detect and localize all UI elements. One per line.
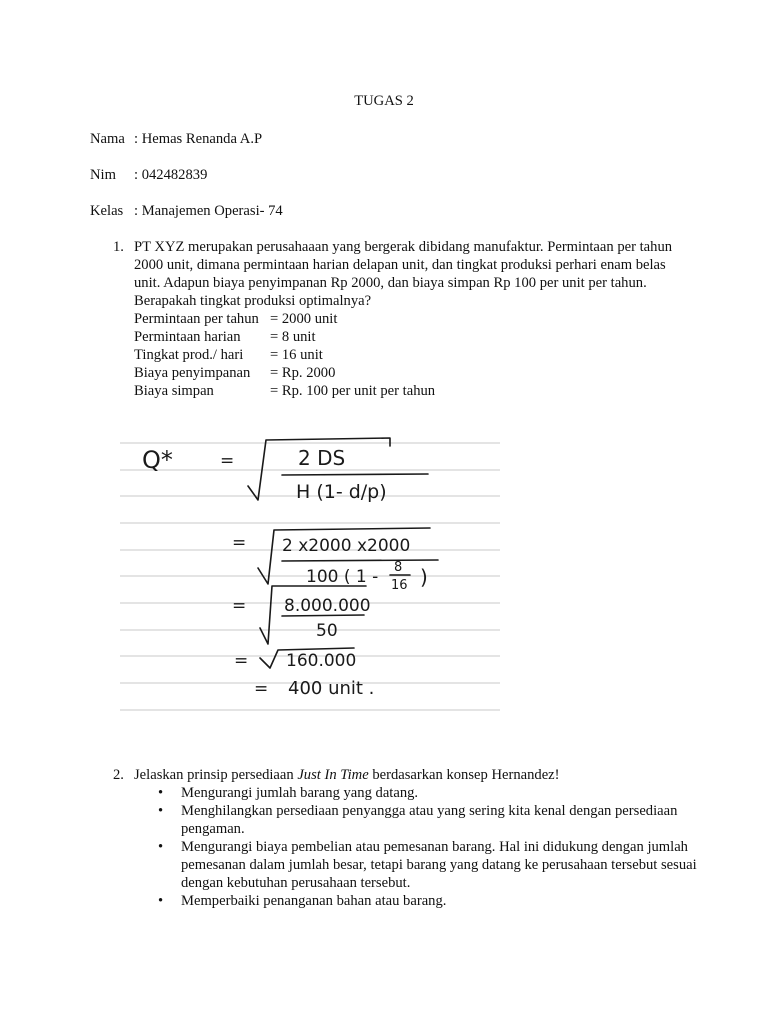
data-value: = Rp. 100 per unit per tahun [270, 383, 436, 399]
handwritten-close-paren: ) [420, 565, 428, 589]
data-term: Permintaan harian [134, 329, 241, 345]
bullet-icon: • [158, 785, 164, 801]
data-value: = 2000 unit [270, 311, 338, 327]
data-term: Permintaan per tahun [134, 311, 259, 327]
question-1-text: PT XYZ merupakan perusahaaan yang bergerak dibidang manufaktur. Permintaan per tahun 2000 unit, dimana permintaan harian delapan unit, dan tingkat produksi perhari enam belas unit. Adapun biaya penyimpanan Rp 2000, dan biaya simpan Rp 100 per unit per tahun. Berapakah tingkat produksi optimalnya? [134, 239, 673, 309]
field-value-nim: : 042482839 [134, 167, 208, 183]
handwritten-equals: = [232, 533, 247, 553]
handwritten-fraction-numerator: 8 [394, 560, 403, 575]
handwritten-f2-denominator: 100 ( 1 - [306, 567, 379, 587]
data-value: = Rp. 2000 [270, 365, 336, 381]
field-label-nama: Nama [90, 131, 125, 147]
field-value-nama: : Hemas Renanda A.P [134, 131, 263, 147]
handwritten-f1-numerator: 2 DS [298, 446, 346, 470]
bullet-icon: • [158, 803, 164, 819]
question-2-text [134, 766, 694, 784]
data-value: = 16 unit [270, 347, 323, 363]
field-label-nim: Nim [90, 167, 116, 183]
handwritten-equals: = [232, 596, 247, 616]
data-term: Biaya simpan [134, 383, 214, 399]
document-title: TUGAS 2 [354, 93, 414, 109]
question-2-text-start: Jelaskan prinsip persediaan [134, 767, 298, 783]
handwritten-equals: = [254, 679, 269, 699]
data-value: = 8 unit [270, 329, 316, 345]
bullet-item: Menghilangkan persediaan penyangga atau yang sering kita kenal dengan persediaan pengaman. [181, 803, 678, 837]
bullet-item: Mengurangi jumlah barang yang datang. [181, 785, 419, 801]
handwritten-equals: = [234, 651, 249, 671]
field-value-kelas: : Manajemen Operasi- 74 [134, 203, 283, 219]
question-2-number: 2. [113, 767, 124, 783]
handwritten-f3-numerator: 8.000.000 [284, 596, 371, 616]
handwritten-f3-denominator: 50 [316, 621, 338, 641]
field-label-kelas: Kelas [90, 203, 124, 219]
handwritten-result: 400 unit . [288, 678, 375, 699]
handwritten-f1-denominator: H (1- d/p) [296, 481, 387, 503]
handwritten-equals: = [220, 451, 235, 471]
question-1-number: 1. [113, 239, 124, 255]
handwritten-fraction-denominator: 16 [391, 578, 408, 593]
bullet-item: Mengurangi biaya pembelian atau pemesanan barang. Hal ini didukung dengan jumlah pemesanan dalam jumlah besar, tetapi barang yang datang ke perusahaan tersebut sesuai dengan kebutuhan perusahaan tersebut. [181, 839, 697, 891]
data-term: Biaya penyimpanan [134, 365, 251, 381]
bullet-item: Memperbaiki penanganan bahan atau barang. [181, 893, 447, 909]
handwritten-f4-value: 160.000 [286, 651, 357, 671]
bullet-icon: • [158, 839, 164, 855]
question-2-italic-term: Just In Time [297, 767, 369, 783]
question-2-text-end: berdasarkan konsep Hernandez! [368, 767, 560, 783]
handwritten-f2-numerator: 2 x2000 x2000 [282, 536, 411, 556]
bullet-icon: • [158, 893, 164, 909]
data-term: Tingkat prod./ hari [134, 347, 244, 363]
handwritten-q-star: Q* [142, 446, 173, 474]
handwritten-calculation [120, 418, 510, 728]
